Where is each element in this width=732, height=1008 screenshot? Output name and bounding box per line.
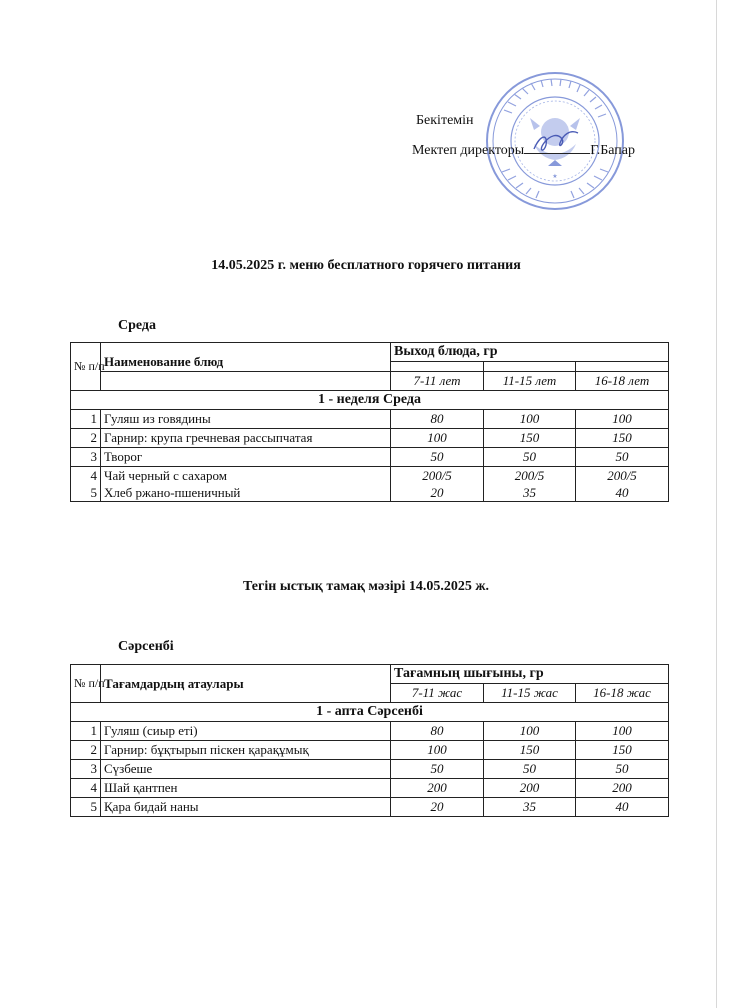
- portion-pair: [391, 467, 484, 502]
- row-number: 3: [71, 448, 101, 467]
- portion-value: 50: [391, 760, 484, 779]
- col-number-header: № п/п: [71, 665, 101, 703]
- row-number-pair: [71, 467, 101, 502]
- portion-value: 50: [576, 760, 669, 779]
- dish-name-pair: [101, 467, 391, 502]
- dish-name: Творог: [101, 448, 391, 467]
- menu-title-ru: 14.05.2025 г. меню бесплатного горячего питания: [211, 258, 521, 273]
- col-output-header: Тағамның шығыны, гр: [391, 665, 669, 684]
- portion-value: 200/5: [514, 468, 545, 483]
- row-number: 2: [71, 429, 101, 448]
- portion-value: 100: [576, 410, 669, 429]
- age-header: 16-18 жас: [576, 684, 669, 703]
- portion-value: 150: [576, 741, 669, 760]
- empty-cell: [484, 362, 576, 372]
- menu-table-ru: [70, 342, 669, 502]
- portion-value: 50: [484, 448, 576, 467]
- row-number: 1: [71, 722, 101, 741]
- portion-value: 50: [484, 760, 576, 779]
- dish-name: Қара бидай наны: [101, 798, 391, 817]
- age-header: 16-18 лет: [576, 372, 669, 391]
- dish-name: Хлеб ржано-пшеничный: [104, 485, 241, 500]
- empty-cell: [101, 372, 391, 391]
- signature-blank: [524, 139, 590, 154]
- approval-title: Бекітемін: [416, 113, 474, 128]
- svg-text:★: ★: [552, 173, 558, 180]
- empty-cell: [391, 362, 484, 372]
- dish-name: Гарнир: бұқтырып піскен қарақұмық: [101, 741, 391, 760]
- dish-name: Гуляш из говядины: [101, 410, 391, 429]
- age-header: 7-11 лет: [391, 372, 484, 391]
- dish-name: Гарнир: крупа гречневая рассыпчатая: [101, 429, 391, 448]
- portion-value: 20: [430, 485, 444, 500]
- director-title: Мектеп директоры: [412, 143, 525, 158]
- row-number: 4: [90, 468, 97, 483]
- table-row-merged: [71, 467, 669, 502]
- table-row: [71, 779, 669, 798]
- portion-value: 150: [576, 429, 669, 448]
- portion-value: 40: [576, 798, 669, 817]
- age-header: 7-11 жас: [391, 684, 484, 703]
- portion-value: 40: [615, 485, 629, 500]
- portion-value: 20: [391, 798, 484, 817]
- col-name-header: Тағамдардың атаулары: [101, 665, 391, 703]
- menu-title-kz: Тегін ыстық тамақ мәзірі 14.05.2025 ж.: [243, 579, 489, 594]
- portion-value: 150: [484, 741, 576, 760]
- portion-value: 80: [391, 722, 484, 741]
- director-name: Г.Бапар: [590, 143, 636, 158]
- table-row: [71, 429, 669, 448]
- portion-value: 200: [484, 779, 576, 798]
- handwritten-signature: [530, 131, 580, 155]
- row-number: 5: [90, 485, 97, 500]
- table-row: [71, 722, 669, 741]
- age-header: 11-15 жас: [484, 684, 576, 703]
- row-number: 4: [71, 779, 101, 798]
- age-header: 11-15 лет: [484, 372, 576, 391]
- approval-signature-line: [412, 136, 635, 166]
- page-edge: [716, 0, 717, 1008]
- portion-value: 100: [391, 741, 484, 760]
- portion-value: 200/5: [607, 468, 637, 483]
- portion-value: 50: [391, 448, 484, 467]
- table-row: [71, 448, 669, 467]
- portion-value: 200/5: [422, 468, 452, 483]
- portion-pair: [576, 467, 669, 502]
- dish-name: Чай черный с сахаром: [104, 468, 227, 483]
- dish-name: Гуляш (сиыр еті): [101, 722, 391, 741]
- portion-value: 100: [484, 722, 576, 741]
- portion-value: 150: [484, 429, 576, 448]
- portion-value: 100: [391, 429, 484, 448]
- week-row: 1 - неделя Среда: [71, 391, 669, 410]
- day-label-ru: Среда: [118, 318, 157, 333]
- portion-value: 100: [484, 410, 576, 429]
- week-row: 1 - апта Сәрсенбі: [71, 703, 669, 722]
- row-number: 3: [71, 760, 101, 779]
- portion-pair: [484, 467, 576, 502]
- day-label-kz: Сәрсенбі: [118, 639, 174, 654]
- col-name-header: Наименование блюд: [101, 343, 391, 372]
- portion-value: 35: [484, 798, 576, 817]
- portion-value: 200: [391, 779, 484, 798]
- portion-value: 35: [523, 485, 536, 500]
- menu-table-kz: [70, 664, 669, 817]
- portion-value: 50: [576, 448, 669, 467]
- row-number: 1: [71, 410, 101, 429]
- table-row: [71, 741, 669, 760]
- portion-value: 80: [391, 410, 484, 429]
- dish-name: Сүзбеше: [101, 760, 391, 779]
- col-output-header: Выход блюда, гр: [391, 343, 669, 362]
- row-number: 5: [71, 798, 101, 817]
- portion-value: 100: [576, 722, 669, 741]
- empty-cell: [576, 362, 669, 372]
- table-row: [71, 410, 669, 429]
- dish-name: Шай қантпен: [101, 779, 391, 798]
- table-row: [71, 760, 669, 779]
- approval-block: [412, 106, 635, 166]
- row-number: 2: [71, 741, 101, 760]
- portion-value: 200: [576, 779, 669, 798]
- table-row: [71, 798, 669, 817]
- col-number-header: № п/п: [71, 343, 101, 391]
